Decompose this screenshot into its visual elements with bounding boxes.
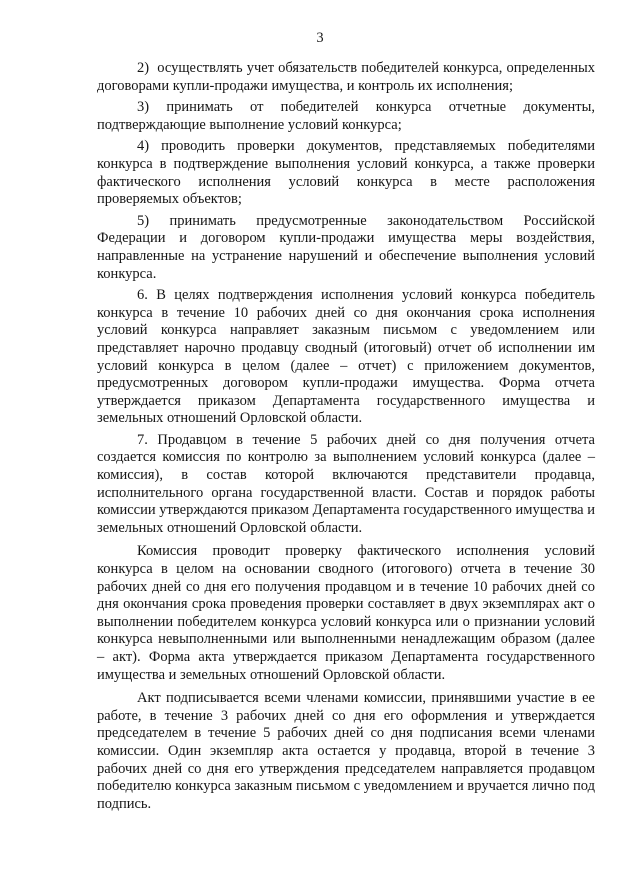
- paragraph-commission-review: Комиссия проводит проверку фактического исполнения условий конкурса в целом на основании сводного (итогового) отчета в течение 30 рабочих дней со дня его получения продавцом и в течение 10 рабочих дней со дня окончания срока проведения проверки составляет в двух экземплярах акт о выполнении победителем конкурса условий конкурса или о признании условий конкурса невыполненными или выполненными ненадлежащим образом (далее – акт). Форма акта утверждается приказом Департамента государственного имущества и земельных отношений Орловской области.: [97, 543, 595, 683]
- document-body: [97, 60, 595, 817]
- paragraph-act-signing: Акт подписывается всеми членами комиссии, принявшими участие в ее работе, в течение 3 рабочих дней со дня его оформления и утверждается председателем в течение 5 рабочих дней со дня подписания всеми членами комиссии. Один экземпляр акта остается у продавца, второй в течение 3 рабочих дней со дня его утверждения председателем направляется продавцом победителю конкурса заказным письмом с уведомлением и вручается лично под подпись.: [97, 690, 595, 812]
- paragraph-item-3: 3) принимать от победителей конкурса отчетные документы, подтверждающие выполнение условий конкурса;: [97, 99, 595, 133]
- paragraph-clause-6: 6. В целях подтверждения исполнения условий конкурса победитель конкурса в течение 10 рабочих дней со дня окончания срока исполнения условий конкурса направляет заказным письмом с уведомлением или представляет нарочно продавцу сводный (итоговый) отчет об исполнении им условий конкурса в целом (далее – отчет) с приложением документов, предусмотренных договором купли-продажи имущества. Форма отчета утверждается приказом Департамента государственного имущества и земельных отношений Орловской области.: [97, 287, 595, 427]
- paragraph-item-5: 5) принимать предусмотренные законодательством Российской Федерации и договором купли-продажи имущества меры воздействия, направленные на устранение нарушений и обеспечение выполнения условий конкурса.: [97, 212, 595, 282]
- paragraph-clause-7: 7. Продавцом в течение 5 рабочих дней со дня получения отчета создается комиссия по контролю за выполнением условий конкурса (далее – комиссия), в состав которой включаются представители продавца, исполнительного органа государственной власти. Состав и порядок работы комиссии утверждаются приказом Департамента государственного имущества и земельных отношений Орловской области.: [97, 431, 595, 536]
- paragraph-item-2: 2) осуществлять учет обязательств победителей конкурса, определенных договорами купли-продажи имущества, и контроль их исполнения;: [97, 60, 595, 94]
- page-number: 3: [316, 30, 324, 46]
- paragraph-item-4: 4) проводить проверки документов, представляемых победителями конкурса в подтверждение выполнения условий конкурса, а также проверки фактического исполнения условий конкурса в месте расположения проверяемых объектов;: [97, 138, 595, 208]
